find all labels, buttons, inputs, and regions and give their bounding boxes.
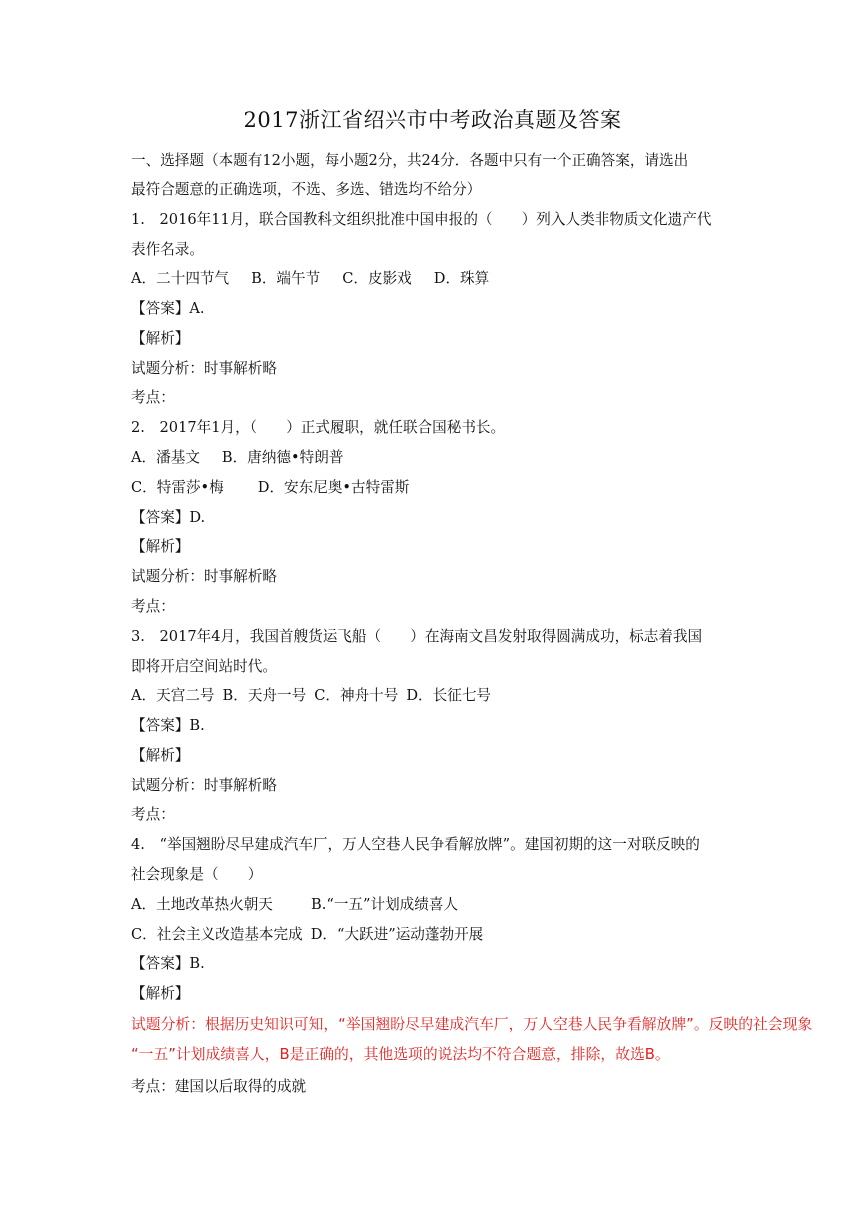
q3-stem-line-1: 3. 2017年4月，我国首艘货运飞船（ ）在海南文昌发射取得圆满成功，标志着我国 (131, 628, 703, 645)
q2-kaodian: 考点： (131, 598, 175, 615)
q1-option-c: C．皮影戏 (342, 270, 412, 287)
q1-stem-line-1: 1. 2016年11月，联合国教科文组织批准中国申报的（ ）列入人类非物质文化遗产代 (131, 211, 712, 228)
q4-stem-line-2: 社会现象是（ ） (131, 866, 263, 883)
q2-analysis-label: 【解析】 (131, 538, 190, 555)
q2-option-d: D．安东尼奥•古特雷斯 (257, 479, 410, 496)
section-instruction-line-1: 一、选择题（本题有12小题，每小题2分，共24分．各题中只有一个正确答案，请选出 (131, 152, 689, 169)
q1-option-a: A．二十四节气 (131, 270, 230, 287)
q3-kaodian: 考点： (131, 806, 175, 823)
q4-analysis-line-2: “一五”计划成绩喜人，B是正确的，其他选项的说法均不符合题意，排除，故选B。 (131, 1046, 670, 1063)
q1-options (131, 270, 489, 288)
q2-option-a: A．潘基文 (131, 449, 200, 466)
q4-stem-line-1: 4. “举国翘盼尽早建成汽车厂，万人空巷人民争看解放牌”。建国初期的这一对联反映的 (131, 836, 700, 853)
q2-stem-line-1: 2. 2017年1月，（ ）正式履职，就任联合国秘书长。 (131, 419, 506, 436)
q2-options-row-2 (131, 479, 409, 497)
q4-kaodian: 考点：建国以后取得的成就 (131, 1078, 307, 1095)
q1-stem-line-2: 表作名录。 (131, 241, 204, 258)
q2-option-c: C．特雷莎•梅 (131, 479, 224, 496)
q4-option-a: A．土地改革热火朝天 (131, 896, 273, 913)
q4-options-row-1 (131, 896, 458, 914)
q3-option-d: D．长征七号 (406, 687, 492, 704)
q4-analysis-line-1: 试题分析：根据历史知识可知，“举国翘盼尽早建成汽车厂，万人空巷人民争看解放牌”。反映的社会现象 (131, 1016, 813, 1033)
q1-answer: 【答案】A. (131, 300, 205, 317)
q4-option-b: B.“一五”计划成绩喜人 (311, 896, 459, 913)
q4-option-c: C．社会主义改造基本完成 (131, 926, 303, 943)
q2-options-row-1 (131, 449, 343, 467)
q4-option-d: D．“大跃进”运动蓬勃开展 (310, 926, 484, 943)
q3-options (131, 687, 491, 705)
q4-options-row-2 (131, 926, 483, 944)
q1-option-d: D．珠算 (433, 270, 490, 287)
q3-analysis: 试题分析：时事解析略 (131, 777, 277, 794)
q1-analysis-label: 【解析】 (131, 330, 190, 347)
q3-analysis-label: 【解析】 (131, 747, 190, 764)
q1-kaodian: 考点： (131, 389, 175, 406)
q3-option-c: C．神舟十号 (314, 687, 399, 704)
q2-analysis: 试题分析：时事解析略 (131, 568, 277, 585)
page-title: 2017浙江省绍兴市中考政治真题及答案 (243, 108, 622, 132)
section-instruction-line-2: 最符合题意的正确选项，不选、多选、错选均不给分） (131, 181, 482, 198)
q3-answer: 【答案】B. (131, 717, 205, 734)
q2-answer: 【答案】D. (131, 509, 206, 526)
q1-option-b: B．端午节 (251, 270, 321, 287)
q3-option-b: B．天舟一号 (222, 687, 307, 704)
q4-analysis-label: 【解析】 (131, 985, 190, 1002)
q4-answer: 【答案】B. (131, 955, 205, 972)
q3-stem-line-2: 即将开启空间站时代。 (131, 658, 277, 675)
q1-analysis: 试题分析：时事解析略 (131, 360, 277, 377)
q3-option-a: A．天宫二号 (131, 687, 215, 704)
q2-option-b: B．唐纳德•特朗普 (221, 449, 344, 466)
